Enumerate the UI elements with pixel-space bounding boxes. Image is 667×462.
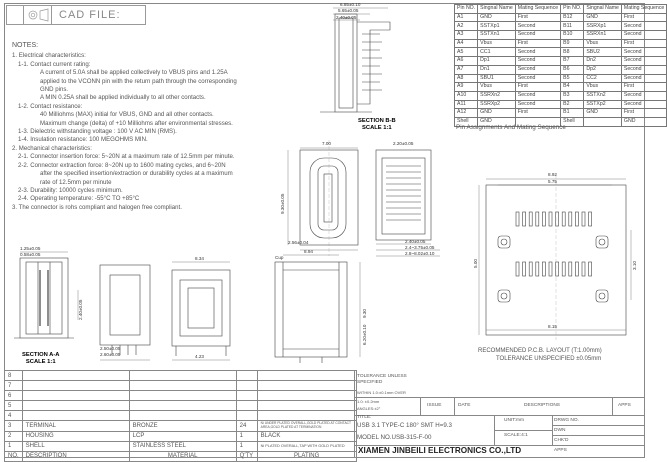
table-cell: SSTXp1: [478, 22, 516, 31]
note-line: A current of 5.0A shall be applied collectively to VBUS pins and 1.25A: [40, 69, 228, 77]
table-cell: GND: [621, 117, 666, 126]
table-cell: A6: [455, 57, 478, 66]
table-cell: GND: [478, 109, 516, 118]
table-cell: First: [515, 83, 560, 92]
table-cell: A11: [455, 100, 478, 109]
pcb-pad: [529, 212, 532, 226]
scale-label: SCALE:4:1: [504, 433, 528, 438]
tolerance-line-1: TOLERANCE UNLESS: [357, 374, 407, 379]
table-cell: First: [621, 83, 666, 92]
drawing-number-label: DRWG NO.: [554, 418, 579, 423]
bom-item-material: LCP: [129, 431, 236, 441]
dim-pcb-top: 8.92: [548, 172, 557, 177]
table-cell: Vbus: [478, 39, 516, 48]
pcb-pad: [589, 262, 592, 276]
bom-item-desc: SHELL: [22, 441, 129, 451]
table-cell: A2: [455, 22, 478, 31]
table-cell: B7: [561, 57, 584, 66]
table-cell: B12: [561, 13, 584, 22]
table-cell: Shell: [561, 117, 584, 126]
apps-label: APPS: [618, 403, 631, 408]
bom-header-plating: PLATING: [257, 451, 356, 461]
note-line: Maximum change (delta) of +10 Milliohms after environmental stresses.: [40, 119, 233, 127]
table-cell: Second: [515, 65, 560, 74]
table-cell: SSRXp2: [478, 100, 516, 109]
unit-label: UNIT:mm: [504, 418, 524, 423]
table-cell: GND: [478, 117, 516, 126]
table-cell: Dn2: [584, 57, 622, 66]
table-cell: Second: [621, 91, 666, 100]
bom-row-number: 5: [5, 401, 23, 411]
table-cell: Second: [515, 57, 560, 66]
pcb-pad: [549, 262, 552, 276]
table-cell: Second: [515, 22, 560, 31]
pcb-pad: [542, 262, 545, 276]
pcb-pad: [523, 212, 526, 226]
note-line: 1-2. Contact resistance:: [18, 102, 83, 110]
tolerance-line-2: SPECIFIED: [357, 380, 383, 385]
pcb-pad: [529, 262, 532, 276]
pcb-pad: [575, 262, 578, 276]
dim-pcb-sub: 5.75: [548, 179, 557, 184]
dim-bot-h: 9.30: [362, 309, 367, 318]
note-line: 3. The connector is rohs compliant and halogen free compliant.: [12, 203, 182, 211]
dim-front-w: 7.00: [322, 141, 331, 146]
table-cell: A5: [455, 48, 478, 57]
title-label: TITLE:: [357, 415, 372, 420]
table-cell: A8: [455, 74, 478, 83]
table-cell: B1: [561, 109, 584, 118]
bom-row-number: 7: [5, 381, 23, 391]
table-cell: Second: [621, 57, 666, 66]
dim-front-base: 2.56±0.04: [288, 240, 309, 245]
section-a-title: SECTION A-A: [22, 352, 60, 358]
pcb-pad: [582, 262, 585, 276]
bom-row: [5, 401, 357, 411]
pcb-pad: [562, 262, 565, 276]
table-cell: B10: [561, 31, 584, 40]
table-cell: First: [515, 39, 560, 48]
bom-item-desc: TERMINAL: [22, 421, 129, 431]
table-cell: Dp2: [584, 65, 622, 74]
pcb-layout-view: [479, 175, 631, 340]
table-cell: SSRXp1: [584, 22, 622, 31]
table-cell: Second: [621, 65, 666, 74]
bom-item-plating: BLACK: [257, 431, 356, 441]
table-cell: A12: [455, 109, 478, 118]
table-cell: SSTXn1: [478, 31, 516, 40]
dim-bot-a: 2.50±0.05: [100, 346, 121, 351]
table-cell: SBU1: [478, 74, 516, 83]
table-cell: A1: [455, 13, 478, 22]
dim-top-b: 5.65±0.05: [338, 8, 359, 13]
section-a-label: [22, 352, 59, 366]
table-cell: B6: [561, 65, 584, 74]
dim-front-h: 9.30±0.05: [280, 193, 285, 214]
bom-header-row: [5, 451, 357, 461]
column-header: Mating Sequence: [515, 5, 560, 14]
dim-sa-c: 2.40±0.05: [78, 299, 83, 320]
rear-view: [172, 262, 230, 360]
table-cell: First: [621, 109, 666, 118]
bom-row-number: 6: [5, 391, 23, 401]
table-cell: Vbus: [584, 83, 622, 92]
note-line: 1-1. Contact current rating:: [18, 60, 91, 68]
bom-row: [5, 441, 357, 451]
table-cell: Shell: [455, 117, 478, 126]
dim-pcb-right: 3.10: [632, 261, 637, 270]
table-cell: A10: [455, 91, 478, 100]
note-line: 2-2. Connector extraction force: 8~20N up to 1600 mating cycles, and 6~20N: [18, 161, 226, 169]
dim-bot-w1: 8.34: [195, 256, 204, 261]
table-cell: GND: [584, 109, 622, 118]
dim-pcb-left: 5.00: [473, 259, 478, 268]
product-title: USB 3.1 TYPE-C 180° SMT H=9.3: [357, 422, 452, 429]
table-cell: CC2: [584, 74, 622, 83]
column-header: Mating Sequence: [621, 5, 666, 14]
bom-row: [5, 411, 357, 421]
tolerance-line-4: 1.0: ±0.2mm: [357, 399, 380, 404]
table-cell: Second: [515, 100, 560, 109]
note-line: GND pins.: [40, 86, 69, 94]
cad-file-title: CAD FILE:: [59, 9, 121, 21]
bom-row: [5, 381, 357, 391]
bom-row-number: 4: [5, 411, 23, 421]
section-b-label: [358, 118, 396, 132]
table-cell: B8: [561, 48, 584, 57]
table-cell: Second: [621, 100, 666, 109]
pcb-pad: [575, 212, 578, 226]
pcb-pad: [523, 262, 526, 276]
pcb-pad: [516, 212, 519, 226]
bom-item-desc: HOUSING: [22, 431, 129, 441]
dim-side-b: 2.40±0.05: [405, 239, 426, 244]
table-cell: First: [515, 109, 560, 118]
table-cell: SSTXn2: [584, 91, 622, 100]
pcb-pad: [569, 262, 572, 276]
table-cell: Second: [621, 22, 666, 31]
dim-side-d: 2.8~8.02±0.10: [405, 251, 435, 256]
pcb-caption: RECOMMENDED P.C.B. LAYOUT (T:1.00mm): [478, 348, 602, 354]
pcb-pads-top: [516, 212, 592, 226]
bom-item-no: 3: [5, 421, 23, 431]
column-header: Singnal Name: [478, 5, 516, 14]
table-cell: Second: [515, 74, 560, 83]
table-cell: Vbus: [584, 39, 622, 48]
bom-header-material: MATERIAL: [129, 451, 236, 461]
column-header: Pin NO.: [455, 5, 478, 14]
table-cell: GND: [478, 13, 516, 22]
bom-row: [5, 371, 357, 381]
table-cell: B2: [561, 100, 584, 109]
note-line: applied to the VCONN pin with the return path through the corresponding: [40, 77, 237, 85]
dim-bot-w2: 4.23: [195, 354, 204, 359]
table-cell: SSRXn1: [584, 31, 622, 40]
table-cell: Second: [621, 31, 666, 40]
bom-row-number: 8: [5, 371, 23, 381]
table-cell: Dp1: [478, 57, 516, 66]
bom-row: [5, 391, 357, 401]
note-line: A MIN 0.25A shall be applied individually to all other contacts.: [40, 94, 206, 102]
bom-header-no: NO.: [5, 451, 23, 461]
pcb-pads-bot: [516, 262, 592, 276]
section-a-view: [14, 252, 78, 338]
note-line: 1-4. Insulation resistance: 100 MEGOHMS MIN.: [18, 136, 148, 144]
pcb-pad: [542, 212, 545, 226]
cup-label: Cup: [275, 255, 284, 260]
table-cell: Dn1: [478, 65, 516, 74]
table-cell: Second: [515, 48, 560, 57]
table-cell: B5: [561, 74, 584, 83]
pcb-tolerance: TOLERANCE UNSPECIFIED ±0.05mm: [496, 356, 602, 362]
column-header: Singnal Name: [584, 5, 622, 14]
dim-sa-a: 1.25±0.05: [20, 246, 41, 251]
table-cell: GND: [584, 13, 622, 22]
descriptions-label: DESCRIPTIONS: [524, 403, 560, 408]
dim-top-c: 2.40±0.05: [336, 15, 357, 20]
table-cell: Second: [515, 91, 560, 100]
bom-item-plating: Ni PLATED OVERALL,TAP WITH GOLD PLATED: [257, 441, 356, 451]
table-cell: B11: [561, 22, 584, 31]
bom-item-plating: Ni UNDER PLATED OVERALL,GOLD PLATED AT CONTACT AREA,GOLD PLATED AT TERMINATION: [257, 421, 356, 431]
model-number: MODEL NO.USB-315-F-00: [357, 434, 432, 441]
issue-label: ISSUE: [427, 403, 442, 408]
section-b-title: SECTION B-B: [358, 118, 396, 124]
dim-side-a: 2.20±0.05: [393, 141, 414, 146]
dim-bot-b: 2.60±0.05: [100, 352, 121, 357]
dim-sa-b: 0.58±0.05: [20, 252, 41, 257]
table-cell: First: [515, 13, 560, 22]
front-view: [288, 140, 358, 256]
bom-item-material: BRONZE: [129, 421, 236, 431]
bom-item-qty: 1: [236, 441, 257, 451]
column-header: Pin NO.: [561, 5, 584, 14]
note-line: 1-3. Dielectric withstanding voltage : 100 V AC MIN (RMS).: [18, 128, 177, 136]
table-cell: B3: [561, 91, 584, 100]
drawn-by-label: DWN: [554, 428, 566, 433]
title-block: [354, 370, 645, 458]
table-cell: Second: [515, 31, 560, 40]
dim-pcb-bottom: 8.15: [548, 324, 557, 329]
note-line: 2-4. Operating temperature: -55°C TO +85°C: [18, 195, 140, 203]
checked-by-label: CHK'D: [554, 438, 569, 443]
table-cell: SBU2: [584, 48, 622, 57]
bom-row: [5, 421, 357, 431]
tolerance-line-5: ANGLES:±2°: [357, 406, 381, 411]
table-cell: Second: [621, 48, 666, 57]
table-cell: First: [621, 13, 666, 22]
bom-item-no: 1: [5, 441, 23, 451]
bom-row: [5, 431, 357, 441]
note-line: rate of 12.5mm per minute: [40, 178, 112, 186]
table-cell: SSRXn2: [478, 91, 516, 100]
table-cell: B9: [561, 39, 584, 48]
bom-item-no: 2: [5, 431, 23, 441]
table-cell: A7: [455, 65, 478, 74]
bom-header-qty: Q'TY: [236, 451, 257, 461]
table-cell: A3: [455, 31, 478, 40]
note-line: 2-3. Durability: 10000 cycles minimum.: [18, 186, 123, 194]
table-cell: A4: [455, 39, 478, 48]
pcb-pad: [536, 262, 539, 276]
section-b-view: [320, 8, 390, 112]
pcb-pad: [582, 212, 585, 226]
note-line: 2. Mechanical characteristics:: [12, 144, 92, 152]
table-cell: A9: [455, 83, 478, 92]
table-cell: First: [621, 39, 666, 48]
date-label: DATE: [458, 403, 471, 408]
table-cell: SSTXp2: [584, 100, 622, 109]
pcb-pad: [569, 212, 572, 226]
pcb-pad: [562, 212, 565, 226]
table-cell: Second: [621, 74, 666, 83]
bom-header-desc: DESCRIPTION: [22, 451, 129, 461]
table-cell: CC1: [478, 48, 516, 57]
dim-side-c: 2.4~3.75±0.05: [405, 245, 435, 250]
pcb-pad: [516, 262, 519, 276]
pin-table-caption: Pin Assignments And Mating Sequence: [456, 124, 566, 131]
bom-item-qty: 24: [236, 421, 257, 431]
section-b-scale: SCALE 1:1: [362, 125, 392, 131]
table-cell: B4: [561, 83, 584, 92]
note-line: after the specified insertion/extraction or durability cycles at a maximum: [40, 170, 233, 178]
note-line: 1. Electrical characteristics:: [12, 52, 86, 60]
bom-item-qty: 1: [236, 431, 257, 441]
dim-bot-w3: 8.94: [304, 249, 313, 254]
company-name: XIAMEN JINBEILI ELECTRONICS CO.,LTD: [358, 446, 522, 455]
tolerance-line-3: WITHIN 1.0:±0.1mm OVER: [357, 390, 406, 395]
approved-by-label: APPS: [554, 448, 567, 453]
dim-bot-s: 6.20±0.10: [362, 324, 367, 345]
bom-table: [4, 370, 357, 462]
pcb-pad: [536, 212, 539, 226]
section-a-scale: SCALE 1:1: [25, 359, 56, 365]
bom-item-material: STAINLESS STEEL: [129, 441, 236, 451]
notes-heading: NOTES:: [12, 42, 39, 49]
profile-view: [275, 255, 360, 363]
note-line: 40 Milliohms (MAX) initial for VBUS, GND and all other contacts.: [40, 111, 214, 119]
note-line: 2-1. Connector insertion force: 5~20N at a maximum rate of 12.5mm per minute.: [18, 153, 235, 161]
table-cell: Vbus: [478, 83, 516, 92]
pcb-pad: [589, 212, 592, 226]
dim-top-a: 6.85±0.10: [340, 2, 361, 7]
pcb-pad: [549, 212, 552, 226]
